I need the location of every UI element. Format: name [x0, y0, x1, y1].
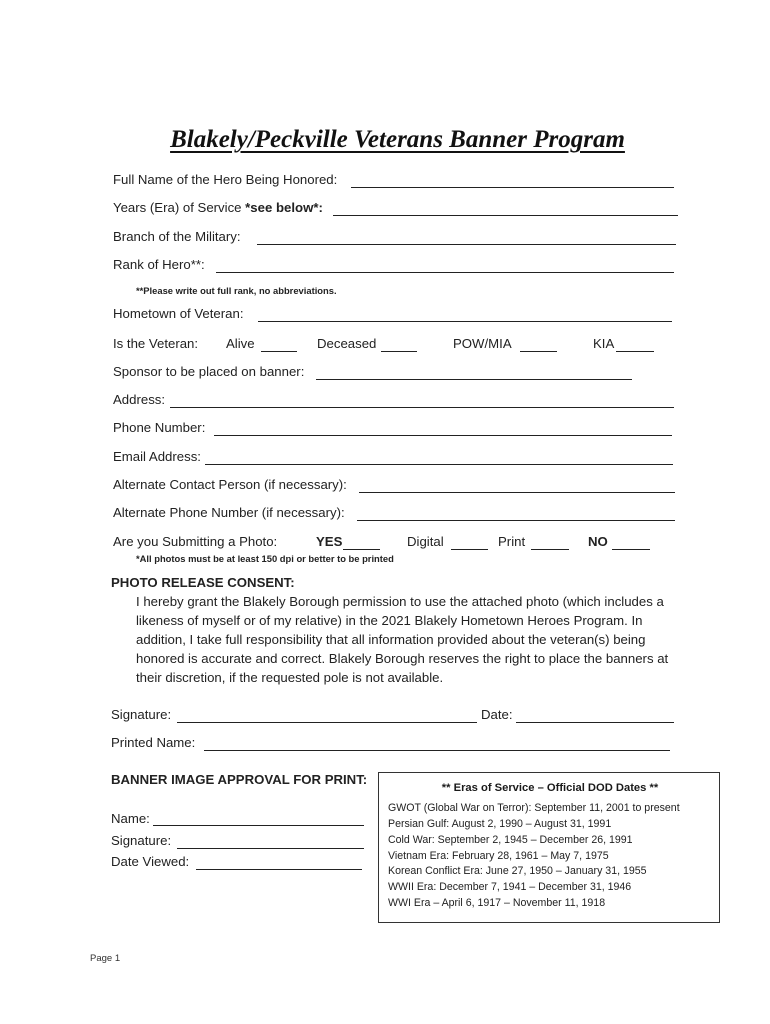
photo-print-field[interactable] — [531, 549, 569, 550]
era-item: WWII Era: December 7, 1941 – December 31, 1946 — [388, 881, 632, 893]
status-powmia-label: POW/MIA — [453, 336, 512, 351]
photo-note: *All photos must be at least 150 dpi or better to be printed — [136, 553, 394, 564]
era-item: Persian Gulf: August 2, 1990 – August 31, 1991 — [388, 818, 612, 830]
full-name-label: Full Name of the Hero Being Honored: — [113, 172, 338, 187]
status-alive-label: Alive — [226, 336, 255, 351]
era-item: WWI Era – April 6, 1917 – November 11, 1918 — [388, 897, 606, 909]
years-label — [113, 200, 323, 215]
approval-signature-field[interactable] — [177, 848, 364, 849]
photo-no-label: NO — [588, 534, 608, 549]
alt-phone-field[interactable] — [357, 520, 675, 521]
years-field[interactable] — [333, 215, 678, 216]
email-field[interactable] — [205, 464, 673, 465]
alt-contact-label: Alternate Contact Person (if necessary): — [113, 477, 347, 492]
page-title: Blakely/Peckville Veterans Banner Program — [170, 126, 625, 153]
release-signature-label: Signature: — [111, 707, 172, 722]
status-alive-field[interactable] — [261, 351, 297, 352]
photo-no-field[interactable] — [612, 549, 650, 550]
page-number: Page 1 — [90, 953, 121, 964]
years-label-bold: *see below*: — [245, 200, 323, 215]
approval-date-viewed-label: Date Viewed: — [111, 854, 190, 869]
eras-of-service-box — [378, 772, 720, 923]
sponsor-field[interactable] — [316, 379, 632, 380]
address-field[interactable] — [170, 407, 674, 408]
hometown-field[interactable] — [258, 321, 672, 322]
phone-field[interactable] — [214, 435, 672, 436]
rank-note: **Please write out full rank, no abbreviations. — [136, 285, 337, 296]
photo-digital-field[interactable] — [451, 549, 488, 550]
rank-label: Rank of Hero**: — [113, 257, 205, 272]
status-powmia-field[interactable] — [520, 351, 557, 352]
printed-name-label: Printed Name: — [111, 735, 196, 750]
photo-print-label: Print — [498, 534, 526, 549]
era-item: Vietnam Era: February 28, 1961 – May 7, 1975 — [388, 850, 609, 862]
years-label-text: Years (Era) of Service — [113, 200, 246, 215]
rank-field[interactable] — [216, 272, 674, 273]
era-item: GWOT (Global War on Terror): September 11, 2001 to present — [388, 802, 680, 814]
sponsor-label: Sponsor to be placed on banner: — [113, 364, 305, 379]
era-item: Korean Conflict Era: June 27, 1950 – January 31, 1955 — [388, 865, 647, 877]
alt-phone-label: Alternate Phone Number (if necessary): — [113, 505, 345, 520]
printed-name-field[interactable] — [204, 750, 670, 751]
photo-label: Are you Submitting a Photo: — [113, 534, 278, 549]
release-heading: PHOTO RELEASE CONSENT: — [111, 575, 295, 590]
status-kia-field[interactable] — [616, 351, 654, 352]
status-kia-label: KIA — [593, 336, 615, 351]
email-label: Email Address: — [113, 449, 201, 464]
phone-label: Phone Number: — [113, 420, 206, 435]
photo-digital-label: Digital — [407, 534, 444, 549]
branch-field[interactable] — [257, 244, 676, 245]
approval-signature-label: Signature: — [111, 833, 172, 848]
release-signature-field[interactable] — [177, 722, 477, 723]
branch-label: Branch of the Military: — [113, 229, 241, 244]
address-label: Address: — [113, 392, 166, 407]
full-name-field[interactable] — [351, 187, 674, 188]
alt-contact-field[interactable] — [359, 492, 675, 493]
release-date-field[interactable] — [516, 722, 674, 723]
approval-date-viewed-field[interactable] — [196, 869, 362, 870]
photo-yes-label: YES — [316, 534, 343, 549]
approval-name-field[interactable] — [153, 825, 364, 826]
hometown-label: Hometown of Veteran: — [113, 306, 244, 321]
approval-name-label: Name: — [111, 811, 150, 826]
photo-yes-field[interactable] — [343, 549, 380, 550]
release-body: I hereby grant the Blakely Borough permission to use the attached photo (which includes a likeness of myself or of my relative) in the 2021 Blakely Hometown Heroes Program. In addition, I take full responsibility that all information provided about the veteran(s) being honored is accurate and correct. Blakely Borough reserves the right to place the banners at their discretion, if the requested pole is not available. — [136, 594, 669, 685]
status-label: Is the Veteran: — [113, 336, 199, 351]
release-date-label: Date: — [481, 707, 513, 722]
era-item: Cold War: September 2, 1945 – December 26, 1991 — [388, 834, 633, 846]
eras-title: ** Eras of Service – Official DOD Dates ** — [441, 782, 659, 794]
status-deceased-label: Deceased — [317, 336, 377, 351]
approval-heading: BANNER IMAGE APPROVAL FOR PRINT: — [111, 772, 368, 787]
status-deceased-field[interactable] — [381, 351, 417, 352]
